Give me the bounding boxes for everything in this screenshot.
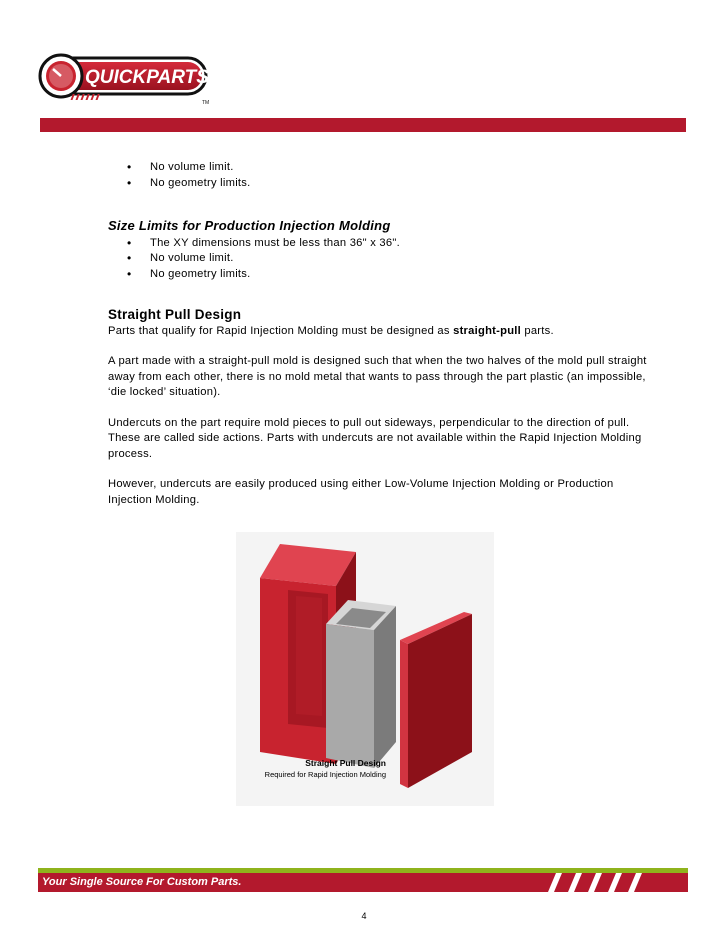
straight-pull-section: [108, 307, 648, 508]
footer-tagline: Your Single Source For Custom Parts.: [42, 876, 242, 888]
paragraph: Undercuts on the part require mold pieces to pull out sideways, perpendicular to the direction of pull. These are called side actions. Parts with undercuts are not available within the Rapid Injection Molding process.: [108, 416, 642, 460]
list-item: • No volume limit.: [108, 251, 648, 267]
figure-caption: [236, 758, 386, 780]
production-section: [108, 218, 648, 282]
section-heading: Straight Pull Design: [108, 307, 242, 322]
quickparts-logo: [38, 52, 214, 108]
page-number: 4: [361, 911, 367, 921]
intro-paragraph: [108, 324, 648, 340]
footer-bar: [38, 873, 688, 892]
list-item: • No geometry limits.: [108, 267, 648, 283]
trademark-mark: TM: [202, 100, 210, 106]
intro-bold-term: straight-pull: [453, 324, 521, 337]
list-item: • No geometry limits.: [108, 176, 648, 192]
intro-text: Parts that qualify for Rapid Injection Molding must be designed as: [108, 324, 454, 337]
caption-title: Straight Pull Design: [305, 758, 386, 768]
list-item: • No volume limit.: [108, 160, 648, 176]
top-bullet-list: [108, 160, 648, 191]
intro-text-end: parts.: [521, 324, 554, 337]
list-item: • The XY dimensions must be less than 36" x 36".: [108, 236, 648, 252]
caption-subtitle: Required for Rapid Injection Molding: [264, 770, 386, 779]
footer-stripes-graphic: [538, 873, 688, 892]
section-heading: Size Limits for Production Injection Molding: [108, 218, 391, 233]
paragraph: However, undercuts are easily produced using either Low-Volume Injection Molding or Production Injection Molding.: [108, 478, 614, 506]
header-bar: [40, 118, 686, 132]
logo-text: QUICKPARTS: [85, 67, 209, 88]
production-bullet-list: [108, 236, 648, 283]
paragraph: A part made with a straight-pull mold is designed such that when the two halves of the mold pull straight away from each other, there is no mold metal that wants to pass through the part plastic (an impossible, ‘die locked’ situation).: [108, 355, 647, 398]
